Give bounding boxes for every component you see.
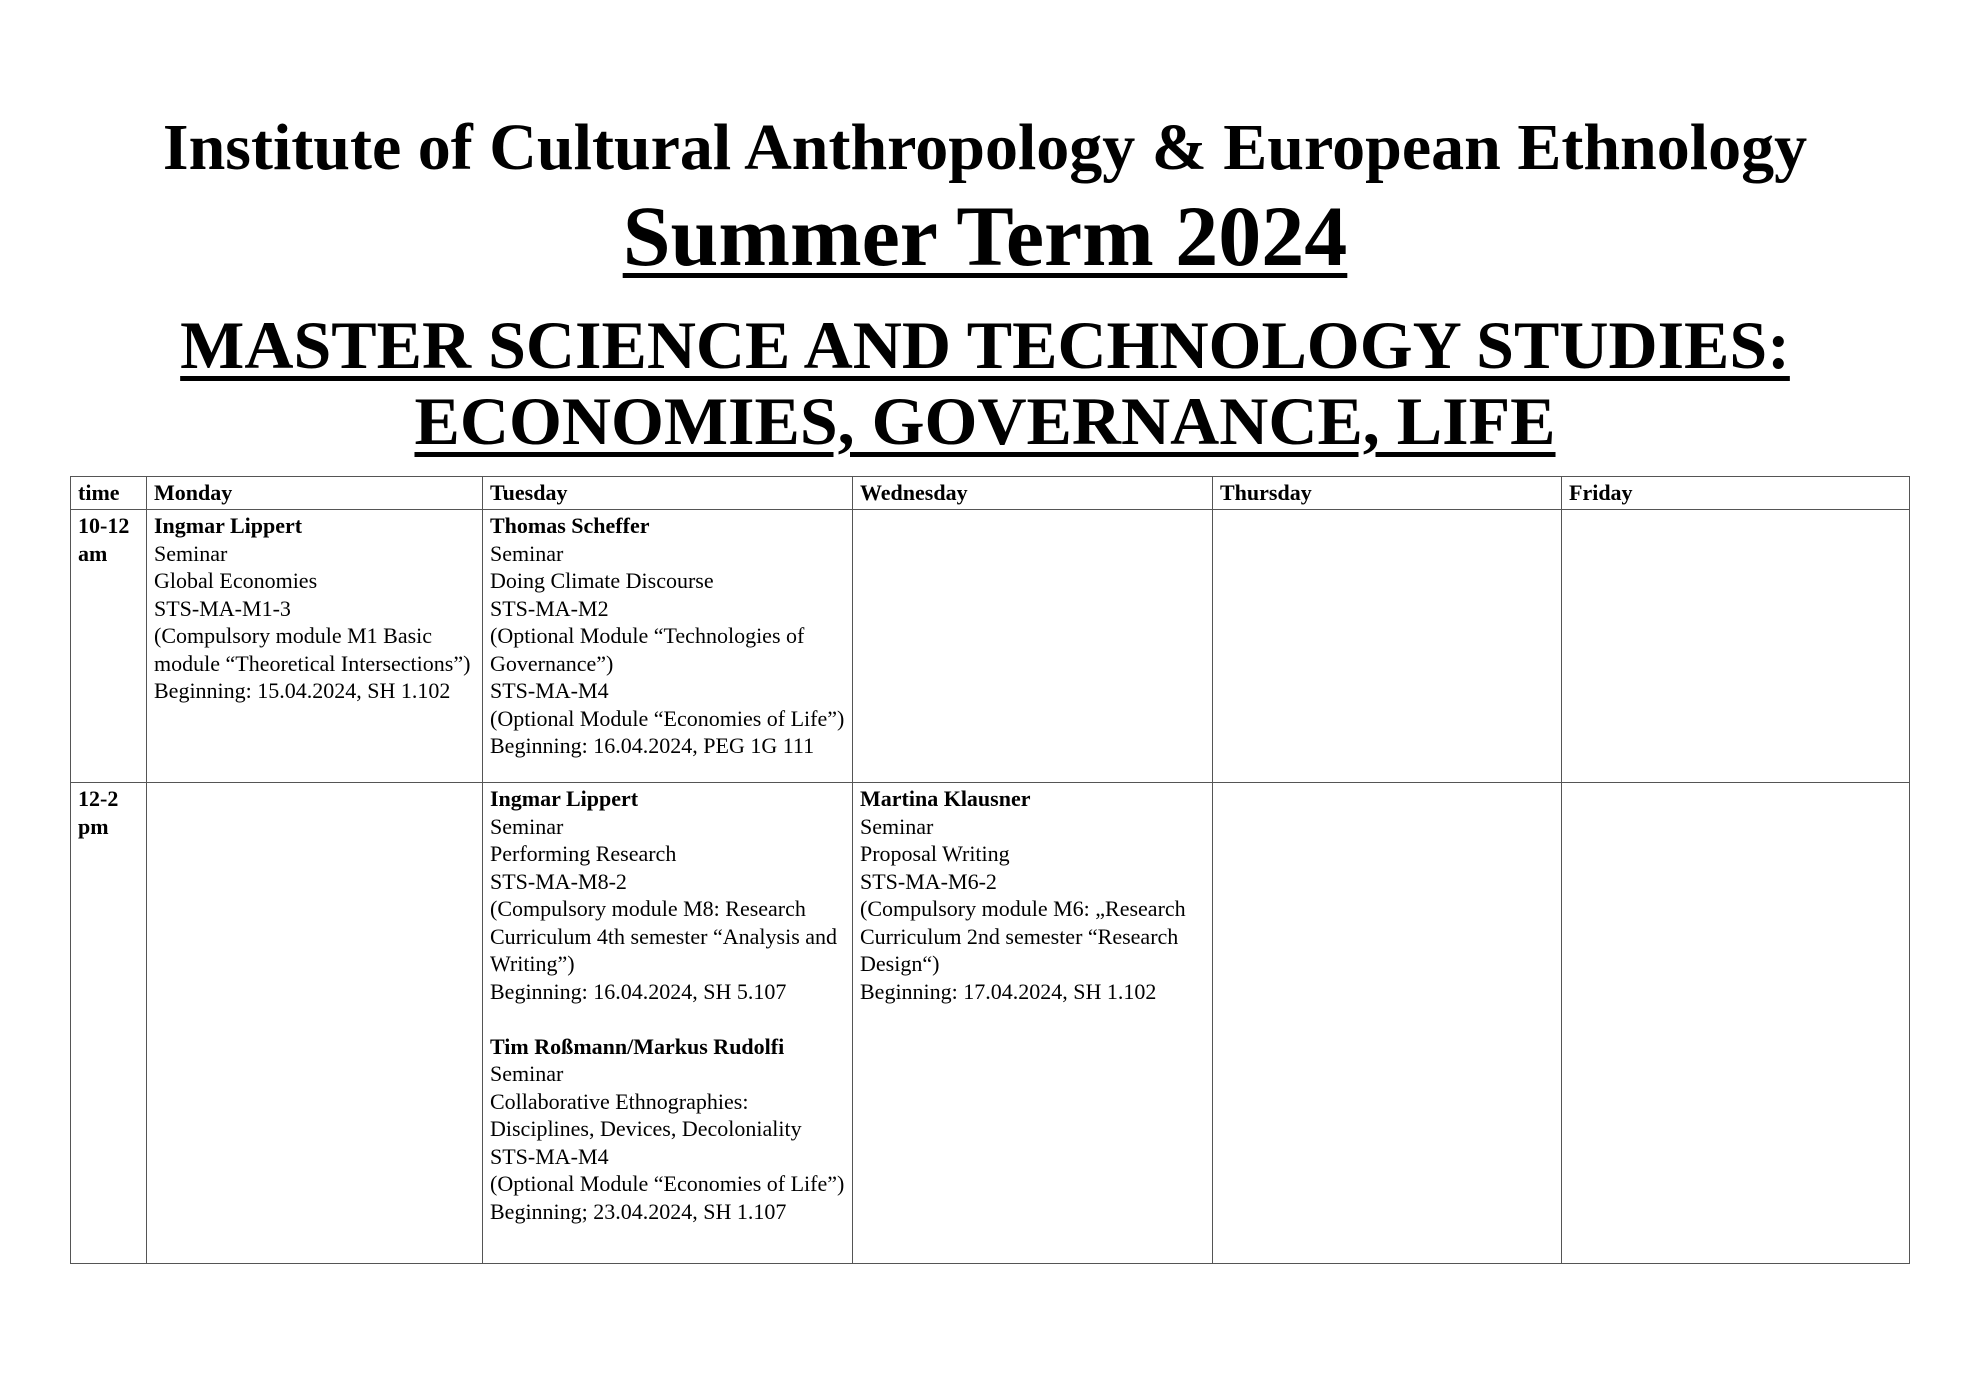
column-header-monday: Monday (147, 477, 483, 510)
wednesday-cell (853, 783, 1213, 1264)
course-code: STS-MA-M2 (490, 595, 609, 621)
course-entry (490, 1033, 845, 1226)
course-entry (860, 785, 1205, 1005)
course-entry (154, 512, 475, 705)
friday-cell (1562, 510, 1910, 783)
course-title: Performing Research (490, 841, 677, 866)
course-module: (Compulsory module M8: Research Curriculum 4th semester “Analysis and Writing”) (490, 896, 838, 976)
thursday-cell (1213, 783, 1562, 1264)
course-code: STS-MA-M6-2 (860, 868, 997, 894)
course-code: STS-MA-M8-2 (490, 868, 627, 894)
course-lecturer: Thomas Scheffer (490, 513, 650, 538)
course-title: Global Economies (154, 568, 318, 593)
course-type: Seminar (490, 1061, 564, 1086)
course-title: Doing Climate Discourse (490, 568, 714, 593)
programme-title-line1: MASTER SCIENCE AND TECHNOLOGY STUDIES: (180, 307, 1790, 383)
course-lecturer: Martina Klausner (860, 786, 1031, 811)
course-module: (Compulsory module M1 Basic module “Theoretical Intersections”) (154, 623, 471, 676)
course-beginning: Beginning: 16.04.2024, PEG 1G 111 (490, 733, 815, 758)
wednesday-cell (853, 510, 1213, 783)
course-type: Seminar (490, 540, 564, 566)
column-header-tuesday: Tuesday (483, 477, 853, 510)
schedule-table (70, 476, 1910, 1264)
course-beginning: Beginning: 17.04.2024, SH 1.102 (860, 978, 1157, 1004)
course-lecturer: Tim Roßmann/Markus Rudolfi (490, 1033, 785, 1059)
course-entry (490, 512, 845, 760)
course-code-secondary: STS-MA-M4 (490, 678, 609, 703)
monday-cell (147, 783, 483, 1264)
tuesday-cell (483, 510, 853, 783)
course-title: Proposal Writing (860, 841, 1010, 866)
course-module: (Compulsory module M6: „Research Curriculum 2nd semester “Research Design“) (860, 896, 1186, 976)
course-module: (Optional Module “Technologies of Governance”) (490, 623, 805, 676)
course-type: Seminar (490, 813, 564, 839)
time-slot-cell: 12-2 pm (71, 783, 147, 1264)
course-lecturer: Ingmar Lippert (154, 513, 303, 538)
thursday-cell (1213, 510, 1562, 783)
table-row (71, 510, 1910, 783)
course-beginning: Beginning; 23.04.2024, SH 1.107 (490, 1198, 787, 1224)
tuesday-cell (483, 783, 853, 1264)
column-header-friday: Friday (1562, 477, 1910, 510)
table-row (71, 783, 1910, 1264)
friday-cell (1562, 783, 1910, 1264)
course-beginning: Beginning: 16.04.2024, SH 5.107 (490, 978, 787, 1004)
course-module-secondary: (Optional Module “Economies of Life”) (490, 705, 845, 731)
programme-title (0, 307, 1970, 459)
course-lecturer: Ingmar Lippert (490, 786, 639, 811)
course-code: STS-MA-M1-3 (154, 595, 291, 621)
course-title: Collaborative Ethnographies: Disciplines, Devices, Decoloniality (490, 1088, 802, 1141)
institute-title: Institute of Cultural Anthropology & European Ethnology (162, 111, 1808, 184)
course-beginning: Beginning: 15.04.2024, SH 1.102 (154, 678, 451, 703)
column-header-wednesday: Wednesday (853, 477, 1213, 510)
column-header-thursday: Thursday (1213, 477, 1562, 510)
time-slot-cell: 10-12 am (71, 510, 147, 783)
column-header-time: time (71, 477, 147, 510)
course-module: (Optional Module “Economies of Life”) (490, 1171, 845, 1196)
course-type: Seminar (154, 540, 228, 566)
term-title (0, 188, 1970, 284)
table-header-row (71, 477, 1910, 510)
monday-cell (147, 510, 483, 783)
course-type: Seminar (860, 813, 934, 839)
course-entry (490, 785, 845, 1005)
programme-title-line2: ECONOMIES, GOVERNANCE, LIFE (414, 383, 1556, 459)
course-code: STS-MA-M4 (490, 1143, 609, 1169)
term-title-text: Summer Term 2024 (622, 188, 1348, 284)
